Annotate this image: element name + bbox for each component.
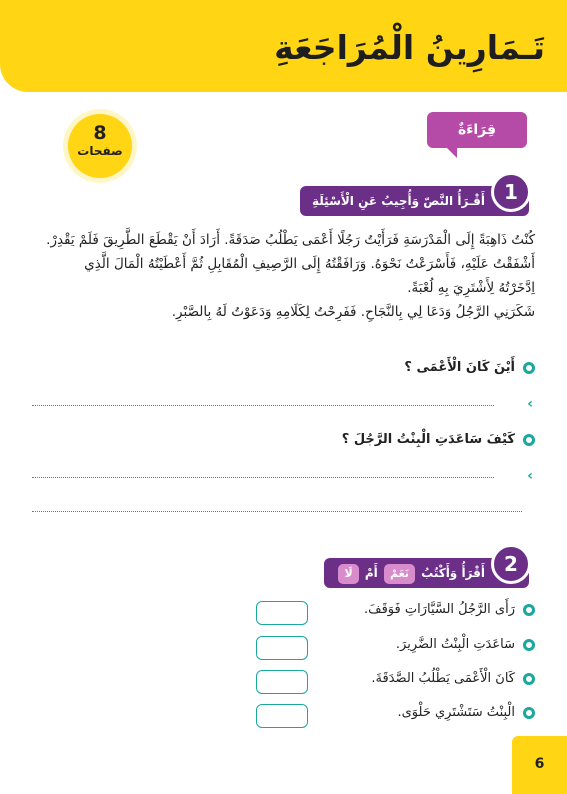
statement-1-text: رَأَى الرَّجُلُ السَّيَّارَاتِ فَوَقَفَ. — [363, 602, 515, 617]
statement-1 — [364, 602, 535, 617]
bullet-icon — [523, 362, 535, 374]
exercise2-instruction-text: أَقْرَأُ وَأَكْتُبُ — [421, 566, 485, 580]
question-2-text: كَيْفَ سَاعَدَتِ الْبِنْتُ الرَّجُلَ ؟ — [341, 432, 515, 447]
passage-line: أَشْفَقْتُ عَلَيْهِ، فَأَسْرَعْتُ نَحْوَهُ. وَرَافَقْتُهُ إِلَى الرَّصِيفِ الْمُقَابِلِ ثُمَّ أَعْطَيْتُهُ الْمَالَ الَّذِي — [84, 256, 535, 272]
answer-line-2a[interactable] — [32, 477, 494, 478]
badge-label: صفحات — [77, 144, 123, 158]
connector-text: أَمْ — [364, 566, 378, 580]
bullet-icon — [523, 604, 535, 616]
no-pill: لَا — [338, 564, 358, 584]
answer-line-1a[interactable] — [32, 405, 494, 406]
statement-2-text: سَاعَدَتِ الْبِنْتُ الضَّرِيرَ. — [395, 637, 515, 652]
bullet-icon — [523, 639, 535, 651]
pages-badge — [68, 114, 132, 178]
question-2 — [342, 432, 535, 447]
bullet-icon — [523, 673, 535, 685]
statement-4 — [398, 705, 536, 720]
reading-passage — [27, 228, 535, 324]
bullet-icon — [523, 434, 535, 446]
yes-pill: نَعَمْ — [384, 564, 415, 584]
question-1-text: أَيْنَ كَانَ الْأَعْمَى ؟ — [404, 360, 515, 375]
bullet-icon — [523, 707, 535, 719]
question-1 — [404, 360, 535, 375]
answer-box-2[interactable] — [256, 636, 308, 660]
statement-4-text: الْبِنْتُ سَتَشْتَرِي حَلْوَى. — [397, 705, 515, 720]
exercise2-number: 2 — [491, 544, 531, 584]
answer-line-2b[interactable] — [32, 511, 522, 512]
passage-line: شَكَرَنِي الرَّجُلُ وَدَعَا لِي بِالنَّجَاحِ. فَفَرِحْتُ لِكَلَامِهِ وَدَعَوْتُ لَهُ بِالصَّبْرِ. — [171, 304, 535, 320]
statement-3-text: كَانَ الْأَعْمَى يَطْلُبُ الصَّدَقَةَ. — [371, 671, 515, 686]
section-tag: قِرَاءَةٌ — [427, 112, 527, 148]
page-number: 6 — [534, 756, 545, 772]
passage-line: كُنْتُ ذَاهِبَةً إِلَى الْمَدْرَسَةِ فَرَأَيْتُ رَجُلًا أَعْمَى يَطْلُبُ صَدَقَةً. أَرَادَ أَنْ يَقْطَعَ الطَّرِيقَ فَلَمْ يَقْدِرْ. — [46, 232, 535, 248]
statement-2 — [396, 637, 535, 652]
chevron-left-icon: ‹ — [527, 396, 533, 412]
exercise1-instruction-text: أَقْـرَأُ النَّصّ وَأُجِيبُ عَنِ الْأَسْئِلَةِ — [312, 194, 485, 208]
passage-line: اِدَّخَرْتُهُ لِأَشْتَرِيَ بِهِ لُعْبَةً. — [407, 280, 535, 296]
answer-box-1[interactable] — [256, 601, 308, 625]
statement-3 — [371, 671, 535, 686]
page-title: تَـمَارِينُ الْمُرَاجَعَةِ — [274, 28, 545, 67]
badge-number: 8 — [93, 122, 107, 144]
answer-box-3[interactable] — [256, 670, 308, 694]
chevron-left-icon: ‹ — [527, 468, 533, 484]
answer-box-4[interactable] — [256, 704, 308, 728]
section-tag-tail — [443, 144, 457, 158]
exercise1-number: 1 — [491, 172, 531, 212]
